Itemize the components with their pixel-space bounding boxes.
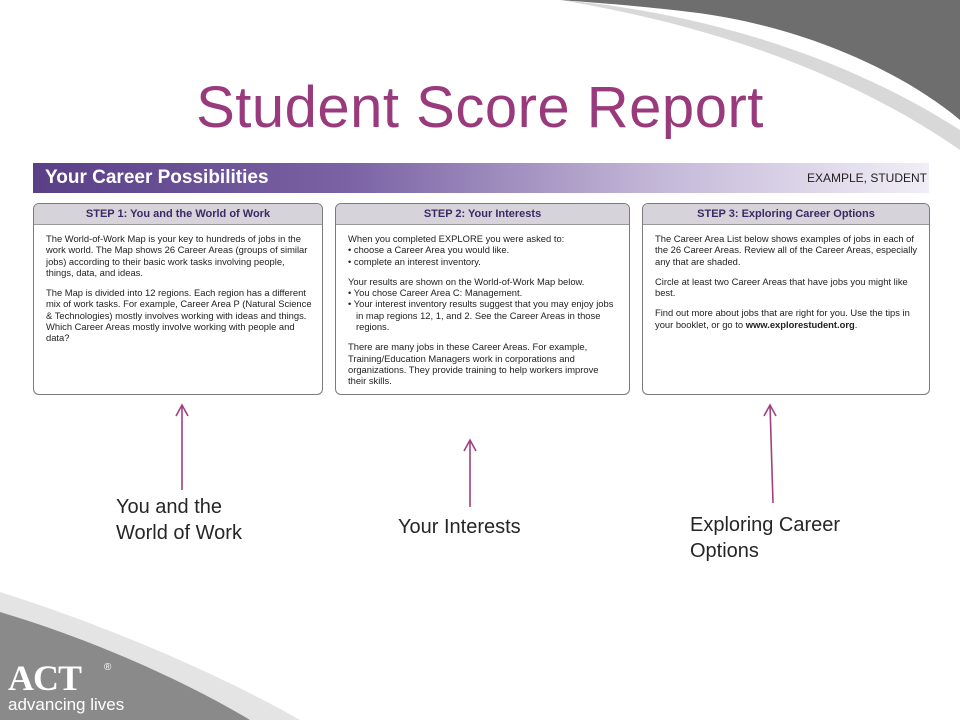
act-tagline: advancing lives [8,695,125,714]
callout-line: Exploring Career [690,514,841,536]
step-3-tip-end: . [854,318,858,330]
student-name: EXAMPLE, STUDENT [806,171,927,185]
list-item: • choose a Career Area you would like. [348,244,510,256]
step-3-paragraph: The Career Area List below shows examples of jobs in each of the 26 Career Areas. Review all of the Career Areas, especially any that are shaded. [655,233,918,267]
act-logo: ACT [8,658,82,698]
callout-world-of-work [116,494,242,546]
callout-line: World of Work [116,522,242,544]
step-1-paragraph: The World-of-Work Map is your key to hundreds of jobs in the work world. The Map shows 26 Career Areas (groups of similar jobs) according to their basic work tasks involving people, things, data, and ideas. [46,233,308,278]
list-item: • complete an interest inventory. [348,255,481,267]
list-item: • Your interest inventory results suggest that you may enjoy jobs in map regions 12, 1, and 2. See the Career Areas in those regions. [348,298,614,333]
step-3-heading: STEP 3: Exploring Career Options [643,204,929,225]
callout-exploring-career-options [690,512,840,564]
banner-title: Your Career Possibilities [45,167,269,188]
callout-line: Options [690,540,759,562]
step-2-closing: There are many jobs in these Career Areas. For example, Training/Education Managers work in corporations and organizations. They provide training to help workers improve their skills. [348,341,599,387]
explore-website-link[interactable]: www.explorestudent.org [745,318,855,330]
slide-title: Student Score Report [196,75,764,140]
callout-line: Your Interests [398,516,521,538]
step-2-intro: When you completed EXPLORE you were asked to: [348,233,565,244]
step-2-results: Your results are shown on the World-of-Work Map below. [348,275,585,287]
step-3-paragraph: Circle at least two Career Areas that have jobs you might like best. [655,275,908,299]
arrow-step-3 [770,405,773,503]
callout-line: You and the [116,496,223,518]
registered-mark: ® [104,662,112,673]
step-3-tip-text: Find out more about jobs that are right for you. Use the tips in your booklet, or go to [655,307,910,330]
step-1-heading: STEP 1: You and the World of Work [34,204,322,225]
callout-your-interests [398,514,521,540]
step-2-heading: STEP 2: Your Interests [336,204,629,225]
list-item: • You chose Career Area C: Management. [348,287,523,299]
step-1-paragraph: The Map is divided into 12 regions. Each region has a different mix of work tasks. For example, Career Area P (Natural Science & Technologies) mostly involves working with ideas and things. Which Career Areas mostly involve working with people and data? [46,287,312,344]
